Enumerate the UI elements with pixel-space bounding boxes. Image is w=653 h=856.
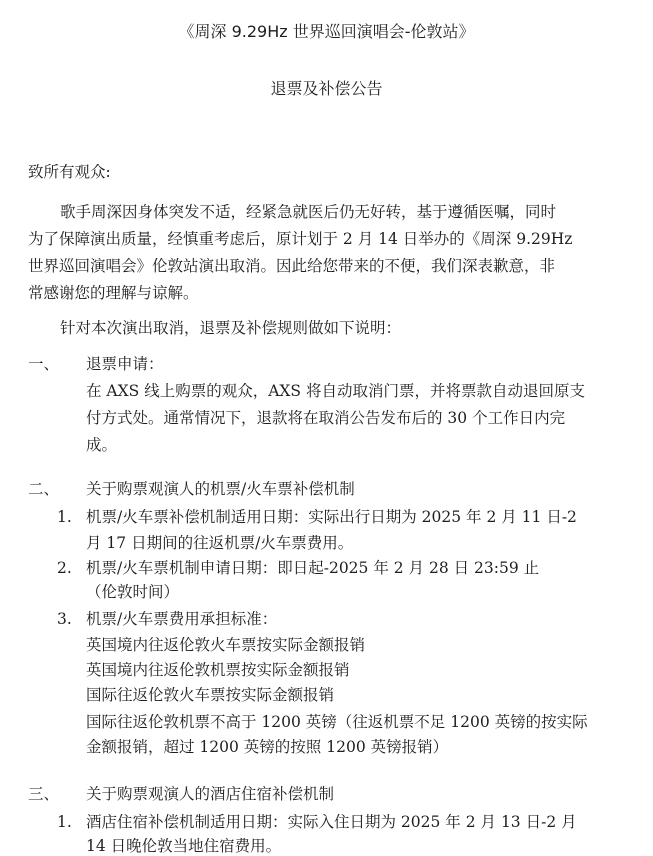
intro-line-1: 歌手周深因身体突发不适，经紧急就医后仍无好转，基于遵循医嘱，同时 xyxy=(60,203,557,221)
section-2-item-1-number: 1. xyxy=(57,508,72,526)
section-3-number: 三、 xyxy=(28,785,60,803)
section-2-heading: 关于购票观演人的机票/火车票补偿机制 xyxy=(86,480,355,498)
intro-line-2: 为了保障演出质量，经慎重考虑后，原计划于 2 月 14 日举办的《周深 9.29Hz xyxy=(28,230,573,248)
intro-line-4: 常感谢您的理解与谅解。 xyxy=(28,284,199,302)
section-2-item-3-line-1: 机票/火车票费用承担标准： xyxy=(86,610,278,628)
section-3-item-1-line-1: 酒店住宿补偿机制适用日期：实际入住日期为 2025 年 2 月 13 日-2 月 xyxy=(86,813,577,831)
section-1-heading: 退票申请： xyxy=(86,355,164,373)
section-2-item-2-line-1: 机票/火车票机制申请日期：即日起-2025 年 2 月 28 日 23:59 止 xyxy=(86,559,540,577)
section-2-item-2-number: 2. xyxy=(57,559,72,577)
section-2-number: 二、 xyxy=(28,480,60,498)
section-1-body-line-1: 在 AXS 线上购票的观众，AXS 将自动取消门票，并将票款自动退回原支 xyxy=(86,382,585,400)
section-2-item-3-line-3: 英国境内往返伦敦机票按实际金额报销 xyxy=(86,661,350,679)
section-3-item-1-line-2: 14 日晚伦敦当地住宿费用。 xyxy=(86,837,282,855)
section-2-item-2-line-2: （伦敦时间） xyxy=(86,583,180,601)
section-3-heading: 关于购票观演人的酒店住宿补偿机制 xyxy=(86,785,335,803)
section-3-item-1-number: 1. xyxy=(57,813,72,831)
section-1-number: 一、 xyxy=(28,355,60,373)
section-2-item-1-line-1: 机票/火车票补偿机制适用日期：实际出行日期为 2025 年 2 月 11 日-2 xyxy=(86,508,577,526)
section-2-item-3-line-6: 金额报销，超过 1200 英镑的按照 1200 英镑报销） xyxy=(86,738,449,756)
intro-line-3: 世界巡回演唱会》伦敦站演出取消。因此给您带来的不便，我们深表歉意，非 xyxy=(28,257,556,275)
section-1-body-line-2: 付方式处。通常情况下，退款将在取消公告发布后的 30 个工作日内完 xyxy=(86,409,566,427)
section-2-item-3-line-4: 国际往返伦敦火车票按实际金额报销 xyxy=(86,686,335,704)
section-2-item-3-line-2: 英国境内往返伦敦火车票按实际金额报销 xyxy=(86,636,366,654)
section-2-item-3-line-5: 国际往返伦敦机票不高于 1200 英镑（往返机票不足 1200 英镑的按实际 xyxy=(86,713,588,731)
section-2-item-1-line-2: 月 17 日期间的往返机票/火车票费用。 xyxy=(86,534,354,552)
salutation: 致所有观众: xyxy=(28,163,111,181)
lead-paragraph: 针对本次演出取消，退票及补偿规则做如下说明： xyxy=(60,319,402,337)
document-title: 《周深 9.29Hz 世界巡回演唱会-伦敦站》 xyxy=(178,22,475,41)
section-1-body-line-3: 成。 xyxy=(86,436,118,454)
section-2-item-3-number: 3. xyxy=(57,610,72,628)
document-subtitle: 退票及补偿公告 xyxy=(270,79,383,98)
